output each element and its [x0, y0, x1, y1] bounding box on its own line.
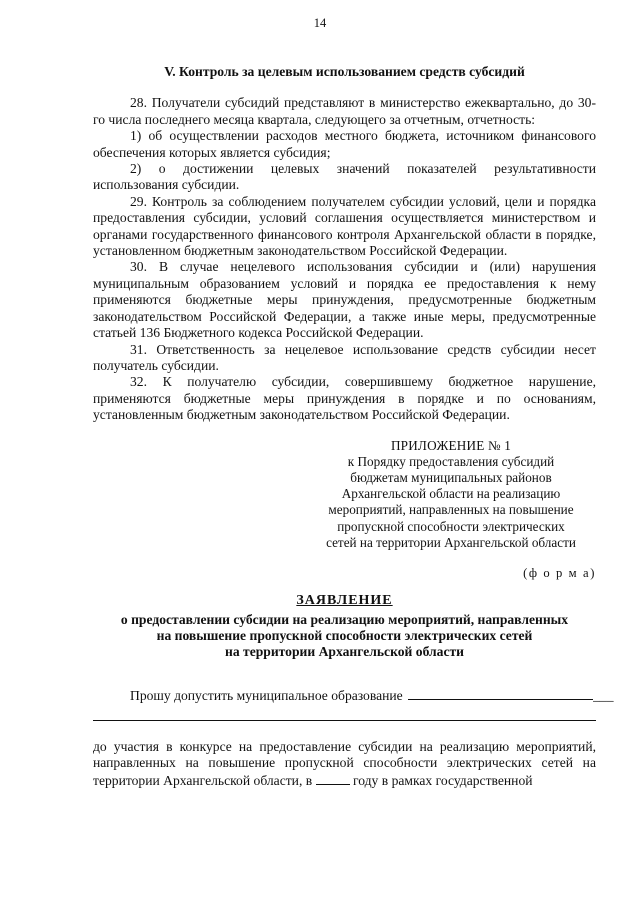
- appendix-line: мероприятий, направленных на повышение: [328, 502, 574, 518]
- request-tail: ___: [593, 688, 614, 704]
- paragraph-30: 30. В случае нецелевого использования субсидии и (или) нарушения муниципальным образованием условий и порядка ее предоставления к нему применяются бюджетные меры принуждения, предусмотренные бюджетным законодательством Российской Федерации, а также иные меры, предусмотренные статьей 136 Бюджетного кодекса Российской Федерации.: [93, 259, 596, 341]
- appendix-line: к Порядку предоставления субсидий: [347, 453, 555, 469]
- application-body: [93, 739, 596, 789]
- page-number: 14: [313, 16, 327, 30]
- subtitle-line: на территории Архангельской области: [224, 644, 464, 660]
- appendix-line: бюджетам муниципальных районов: [350, 469, 552, 485]
- application-subtitle: [93, 612, 596, 661]
- application-body-text: до участия в конкурсе на предоставление субсидии на реализацию мероприятий, направленных на повышение пропускной способности электрических сетей на территории Архангельской области, в: [93, 738, 596, 788]
- appendix-heading: ПРИЛОЖЕНИЕ № 1: [390, 437, 512, 453]
- request-line: [93, 687, 614, 704]
- application-body-tail: году в рамках государственной: [353, 772, 533, 788]
- request-text: Прошу допустить муниципальное образование: [130, 688, 403, 704]
- section-title: V. Контроль за целевым использованием средств субсидий: [164, 64, 525, 79]
- application-title: ЗАЯВЛЕНИЕ: [296, 593, 393, 609]
- appendix-line: Архангельской области на реализацию: [341, 486, 561, 502]
- appendix-line: пропускной способности электрических: [337, 518, 565, 534]
- municipality-blank-line: [93, 719, 596, 721]
- paragraph-28-item-1: 1) об осуществлении расходов местного бюджета, источником финансового обеспечения которых является субсидия;: [93, 128, 596, 160]
- paragraph-32: 32. К получателю субсидии, совершившему бюджетное нарушение, применяются бюджетные меры принуждения в порядке и по основаниям, установленным бюджетным законодательством Российской Федерации.: [93, 374, 596, 423]
- paragraph-29: 29. Контроль за соблюдением получателем субсидии условий, цели и порядка предоставления субсидии, условий соглашения осуществляется министерством и органами государственного финансового контроля Архангельской области в порядке, установленном бюджетным законодательством Российской Федерации.: [93, 193, 596, 259]
- paragraph-28-item-2: 2) о достижении целевых значений показателей результативности использования субсидии.: [93, 161, 596, 193]
- form-mark: (ф о р м а): [523, 565, 596, 580]
- subtitle-line: о предоставлении субсидии на реализацию мероприятий, направленных: [120, 611, 569, 627]
- municipality-blank: [408, 687, 593, 700]
- paragraph-31: 31. Ответственность за нецелевое использование средств субсидии несет получатель субсидии.: [93, 341, 596, 373]
- year-blank: [316, 772, 350, 785]
- subtitle-line: на повышение пропускной способности электрических сетей: [156, 627, 533, 643]
- document-body: [93, 64, 614, 789]
- appendix-block: [306, 438, 596, 551]
- paragraph-28: 28. Получатели субсидий представляют в министерство ежеквартально, до 30-го числа последнего месяца квартала, следующего за отчетным, отчетность:: [93, 95, 596, 127]
- appendix-line: сетей на территории Архангельской области: [326, 534, 576, 550]
